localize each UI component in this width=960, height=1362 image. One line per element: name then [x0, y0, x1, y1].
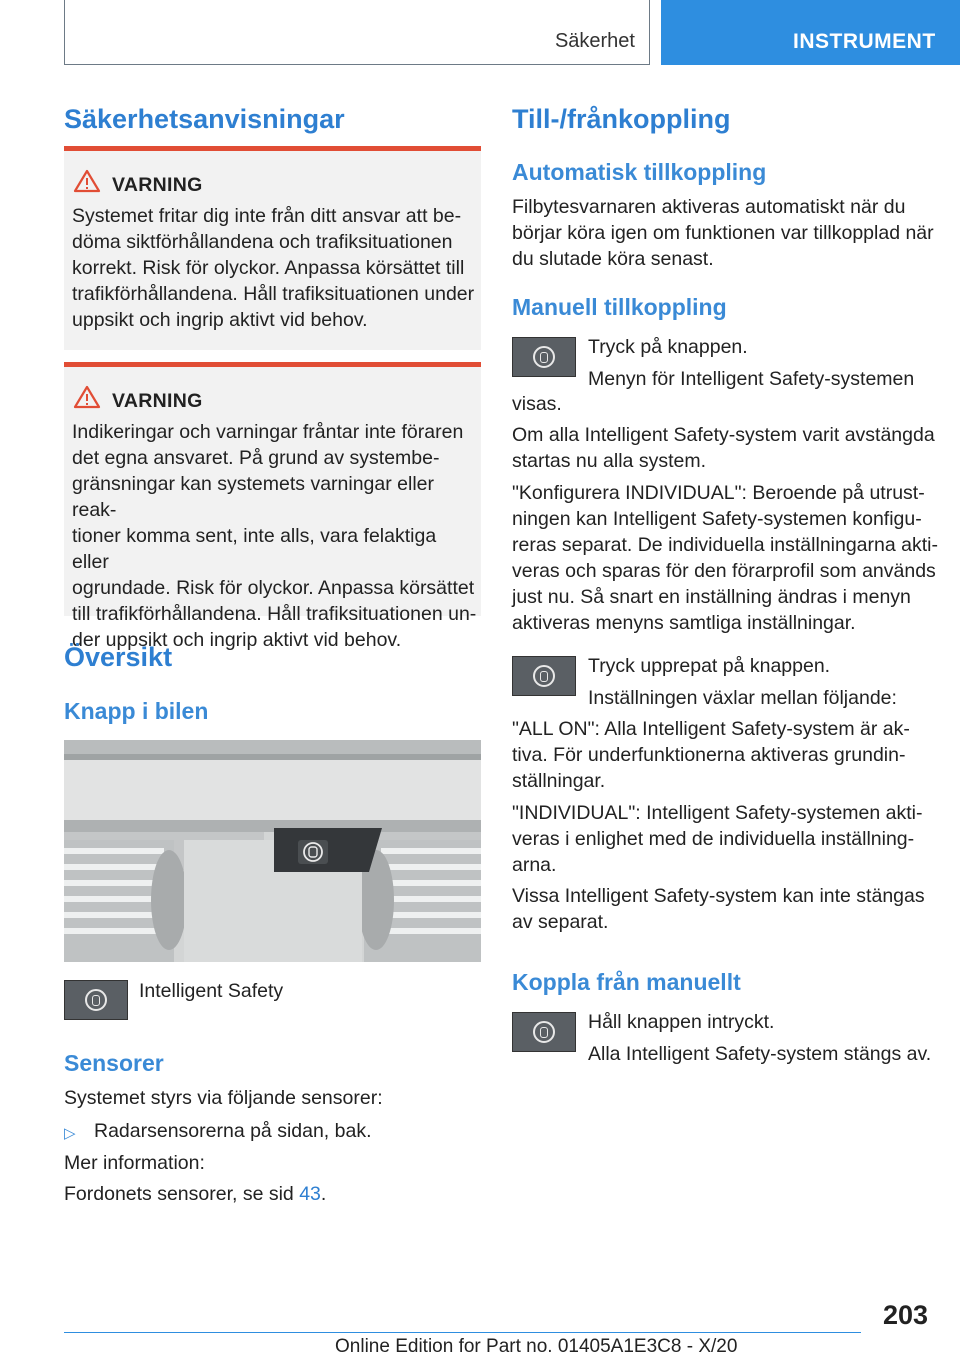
line: döma siktförhållandena och trafiksituationen: [72, 231, 453, 253]
line: uppsikt och ingrip aktivt vid behov.: [72, 309, 368, 331]
intelligent-safety-button-icon: [512, 1012, 576, 1052]
intelligent-safety-button-icon: [512, 656, 576, 696]
warning-text: [72, 203, 477, 333]
off-step-1: Håll knappen intryckt.: [588, 1011, 775, 1033]
line: Vissa Intelligent Safety-system kan inte stängas: [512, 885, 925, 907]
line: "INDIVIDUAL": Intelligent Safety-systemen akti-: [512, 802, 923, 824]
line: arna.: [512, 854, 557, 876]
repeat-step-2: Inställningen växlar mellan följande:: [588, 687, 897, 709]
line: tiva. För underfunktionerna aktiveras grundin-: [512, 744, 906, 766]
footer-edition: Online Edition for Part no. 01405A1E3C8 - X/20: [335, 1336, 738, 1357]
line: aktiveras menyns samtliga inställningar.: [512, 612, 856, 634]
line: ställningar.: [512, 770, 606, 792]
line: Indikeringar och varningar fråntar inte föraren: [72, 421, 464, 443]
line: startas nu alla system.: [512, 450, 706, 472]
car-button-photo: [64, 740, 481, 962]
heading-manual: Manuell tillkoppling: [512, 294, 727, 320]
some-systems-text: [512, 883, 925, 935]
warning-triangle-icon: [73, 385, 101, 409]
line: Filbytesvarnaren aktiveras automatiskt när du: [512, 196, 906, 218]
ref-end: .: [320, 1183, 327, 1205]
manual-paragraph-1: [512, 422, 935, 474]
line: av separat.: [512, 911, 609, 933]
section-title: Säkerhet: [554, 30, 635, 52]
line: reras separat. De individuella inställningarna akti-: [512, 534, 938, 556]
heading-auto: Automatisk tillkoppling: [512, 159, 767, 185]
sensors-intro: Systemet styrs via följande sensorer:: [64, 1087, 383, 1109]
warning-title: VARNING: [112, 174, 203, 196]
auto-text: [512, 194, 934, 272]
line: just nu. Så snart en inställning ändras i menyn: [512, 586, 911, 608]
warning-title: VARNING: [112, 390, 203, 412]
footer-divider: [64, 1332, 861, 1333]
line: trafikförhållandena. Håll trafiksituationen under: [72, 283, 475, 305]
line: börjar köra igen om funktionen var tillkopplad när: [512, 222, 934, 244]
heading-off: Koppla från manuellt: [512, 969, 741, 995]
page-number: 203: [882, 1300, 928, 1330]
line: till trafikförhållandena. Håll trafiksituationen un-: [72, 603, 477, 625]
warning-box-1: [64, 146, 481, 350]
line: der uppsikt och ingrip aktivt vid behov.: [72, 629, 402, 651]
bullet-triangle-icon: ▷: [64, 1125, 76, 1142]
line: veras och sparas för den förarprofil som används: [512, 560, 936, 582]
individual-text: [512, 800, 923, 878]
heading-button: Knapp i bilen: [64, 698, 209, 724]
sensor-item: Radarsensorerna på sidan, bak.: [94, 1120, 372, 1142]
line: "Konfigurera INDIVIDUAL": Beroende på utrust-: [512, 482, 925, 504]
line: det egna ansvaret. På grund av systembe-: [72, 447, 440, 469]
dashboard-illustration: [64, 740, 481, 962]
heading-safety: Säkerhetsanvisningar: [64, 104, 345, 134]
warning-box-2: [64, 362, 481, 651]
header-bar: [64, 0, 650, 65]
heading-overview: Översikt: [64, 642, 173, 672]
icon-caption: Intelligent Safety: [139, 980, 284, 1002]
chapter-tab[interactable]: INSTRUMENT: [661, 0, 960, 65]
line: gränsningar kan systemets varningar eller reak-: [72, 473, 435, 521]
sensor-reference: [64, 1181, 326, 1207]
line: ningen kan Intelligent Safety-systemen konfigu-: [512, 508, 922, 530]
line: ogrundade. Risk för olyckor. Anpassa körsättet: [72, 577, 475, 599]
ref-text: Fordonets sensorer, se sid: [64, 1183, 300, 1205]
intelligent-safety-button-icon: [64, 980, 128, 1020]
line: Systemet fritar dig inte från ditt ansvar att be-: [72, 205, 462, 227]
manual-step-2b: visas.: [512, 393, 562, 415]
more-info-label: Mer information:: [64, 1152, 205, 1174]
warning-triangle-icon: [73, 169, 101, 193]
page-link[interactable]: 43: [299, 1183, 321, 1205]
line: du slutade köra senast.: [512, 248, 714, 270]
heading-toggle: Till-/frånkoppling: [512, 104, 731, 134]
heading-sensors: Sensorer: [64, 1050, 164, 1076]
line: tioner komma sent, inte alls, vara felaktiga eller: [72, 525, 437, 573]
warning-text: [72, 419, 477, 653]
manual-step-2: Menyn för Intelligent Safety-systemen: [588, 368, 915, 390]
line: Om alla Intelligent Safety-system varit avstängda: [512, 424, 935, 446]
line: korrekt. Risk för olyckor. Anpassa körsättet till: [72, 257, 465, 279]
manual-paragraph-2: [512, 480, 938, 636]
line: "ALL ON": Alla Intelligent Safety-system är ak-: [512, 718, 910, 740]
allon-text: [512, 716, 910, 794]
repeat-step-1: Tryck upprepat på knappen.: [588, 655, 831, 677]
manual-step-1: Tryck på knappen.: [588, 336, 748, 358]
intelligent-safety-button-icon: [512, 337, 576, 377]
line: veras i enlighet med de individuella inställning-: [512, 828, 915, 850]
off-step-2: Alla Intelligent Safety-system stängs av.: [588, 1043, 932, 1065]
